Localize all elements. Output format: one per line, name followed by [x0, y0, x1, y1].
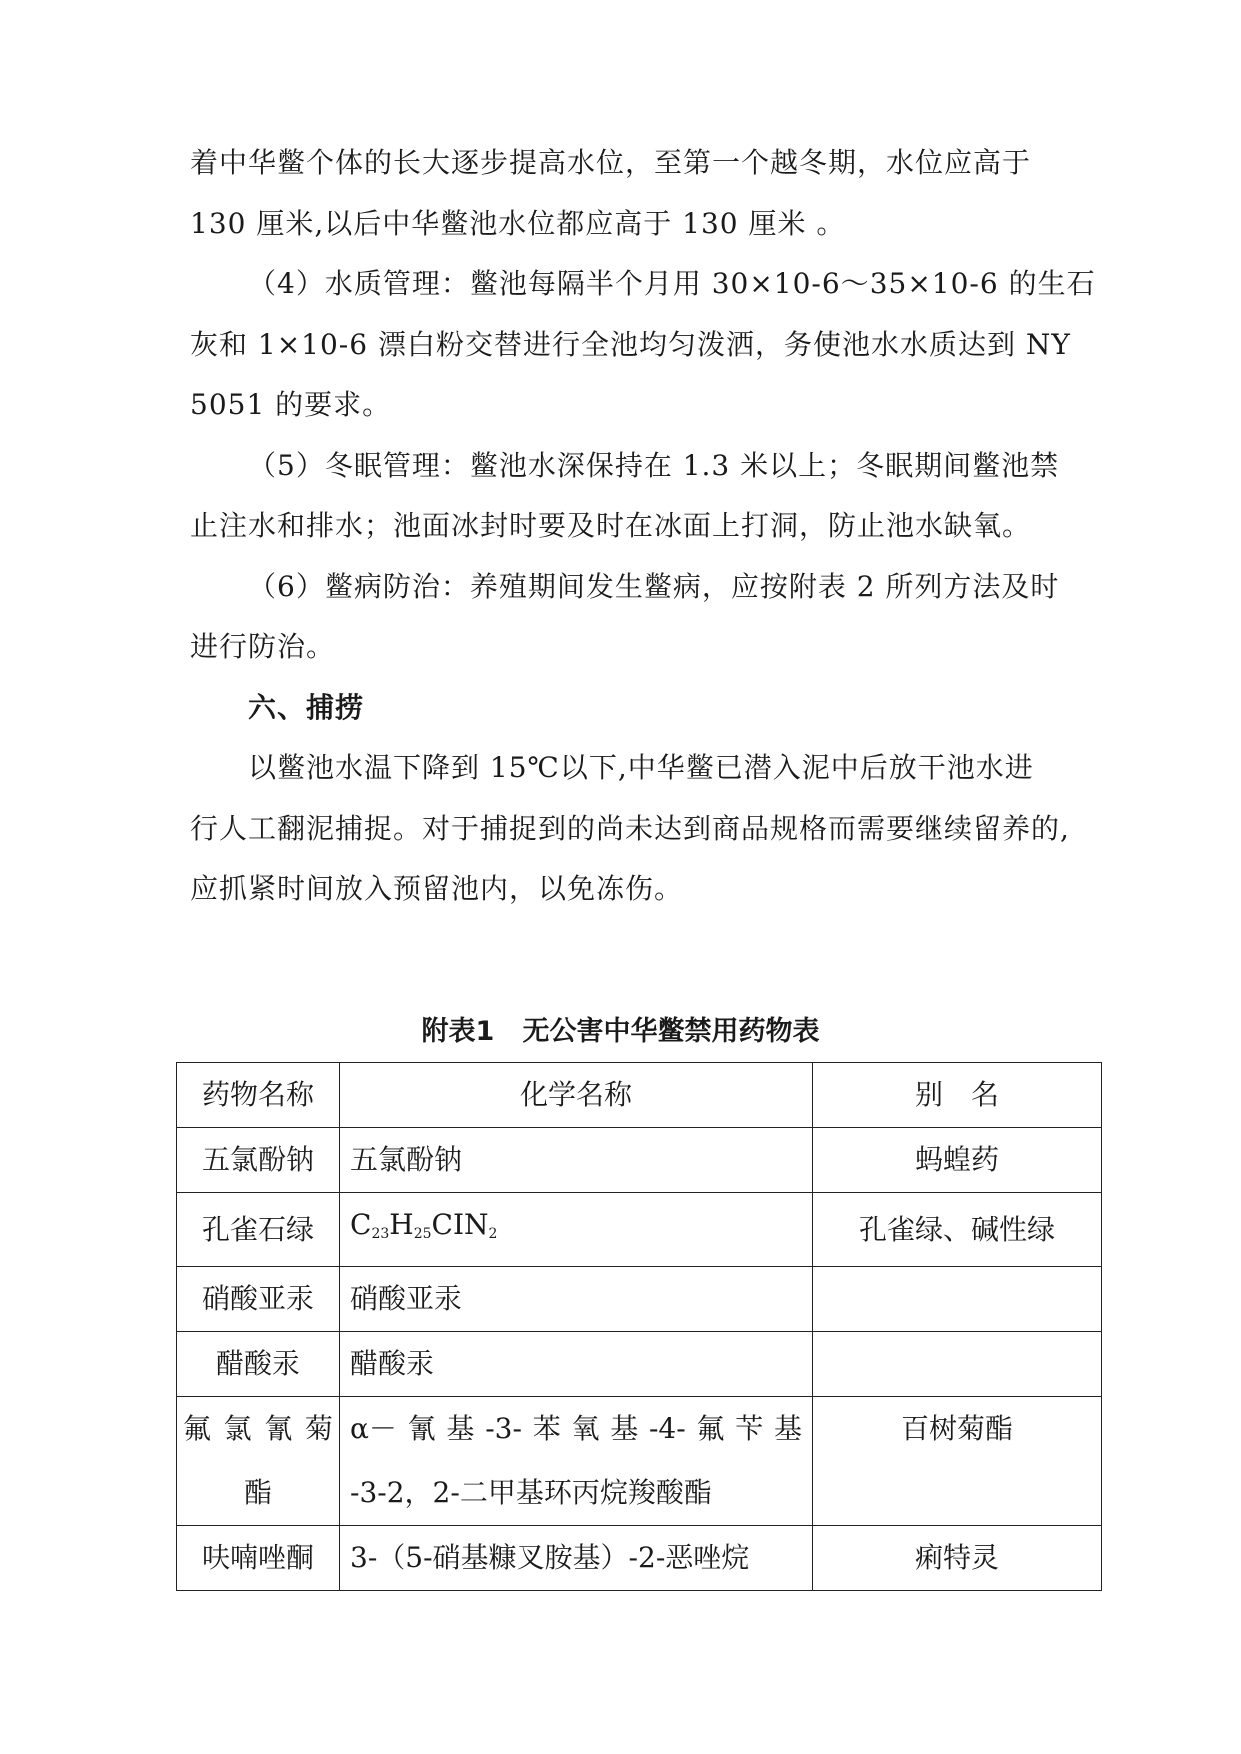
chemical-name-cell: 硝酸亚汞	[340, 1267, 813, 1332]
paragraph-line: 130 厘米,以后中华鳖池水位都应高于 130 厘米 。	[190, 207, 846, 240]
drug-name-cell: 醋酸汞	[177, 1332, 340, 1397]
drug-name-cell: 呋喃唑酮	[177, 1526, 340, 1591]
drug-name-cell: 五氯酚钠	[177, 1128, 340, 1193]
chemical-name-line: -3-2，2-二甲基环丙烷羧酸酯	[350, 1476, 712, 1509]
paragraph-line: （5）冬眠管理：鳖池水深保持在 1.3 米以上；冬眠期间鳖池禁	[248, 449, 1060, 482]
table-row	[177, 1332, 1102, 1397]
chemical-name-cell: 醋酸汞	[340, 1332, 813, 1397]
column-header-alias: 别 名	[813, 1063, 1102, 1128]
table-row	[177, 1397, 1102, 1526]
paragraph-line: 止注水和排水；池面冰封时要及时在冰面上打洞，防止池水缺氧。	[190, 509, 1032, 542]
paragraph-line: 行人工翻泥捕捉。对于捕捉到的尚未达到商品规格而需要继续留养的,	[190, 812, 1070, 845]
alias-cell	[813, 1332, 1102, 1397]
chemical-name-line: α－氰基-3-苯氧基-4-氟苄基	[350, 1412, 802, 1445]
section-heading: 六、捕捞	[248, 691, 365, 724]
paragraph-line: （4）水质管理：鳖池每隔半个月用 30×10-6～35×10-6 的生石	[248, 267, 1096, 300]
paragraph-line: 着中华鳖个体的长大逐步提高水位，至第一个越冬期，水位应高于	[190, 146, 1032, 179]
chemical-name-cell: 3-（5-硝基糠叉胺基）-2-恶唑烷	[340, 1526, 813, 1591]
drug-name-line: 氟氯氰菊	[183, 1412, 333, 1445]
table-row	[177, 1267, 1102, 1332]
table-row	[177, 1193, 1102, 1267]
table-title: 附表1 无公害中华鳖禁用药物表	[421, 1016, 820, 1047]
column-header-drug-name: 药物名称	[177, 1063, 340, 1128]
table-row	[177, 1526, 1102, 1591]
paragraph-line: 灰和 1×10-6 漂白粉交替进行全池均匀泼洒，务使池水水质达到 NY	[190, 328, 1071, 361]
table-row	[177, 1128, 1102, 1193]
drug-name-line: 酯	[243, 1476, 272, 1509]
banned-drugs-table	[176, 1062, 1102, 1591]
alias-cell: 痢特灵	[813, 1526, 1102, 1591]
table-header-row	[177, 1063, 1102, 1128]
column-header-chemical-name: 化学名称	[340, 1063, 813, 1128]
paragraph-line: 5051 的要求。	[190, 388, 392, 421]
alias-cell	[813, 1267, 1102, 1332]
chemical-formula-cell: $C_{23}H_{25}CIN_2$	[340, 1193, 813, 1267]
alias-cell: 孔雀绿、碱性绿	[813, 1193, 1102, 1267]
drug-name-cell: 孔雀石绿	[177, 1193, 340, 1267]
chemical-name-cell: 五氯酚钠	[340, 1128, 813, 1193]
alias-cell: 百树菊酯	[813, 1397, 1102, 1526]
chemical-name-cell	[340, 1397, 813, 1526]
alias-cell: 蚂蝗药	[813, 1128, 1102, 1193]
paragraph-line: 以鳖池水温下降到 15℃以下,中华鳖已潜入泥中后放干池水进	[248, 751, 1034, 784]
drug-name-cell: 硝酸亚汞	[177, 1267, 340, 1332]
paragraph-line: 进行防治。	[190, 630, 336, 663]
drug-name-cell	[177, 1397, 340, 1526]
paragraph-line: （6）鳖病防治：养殖期间发生鳖病，应按附表 2 所列方法及时	[248, 570, 1060, 603]
paragraph-line: 应抓紧时间放入预留池内，以免冻伤。	[190, 872, 684, 905]
